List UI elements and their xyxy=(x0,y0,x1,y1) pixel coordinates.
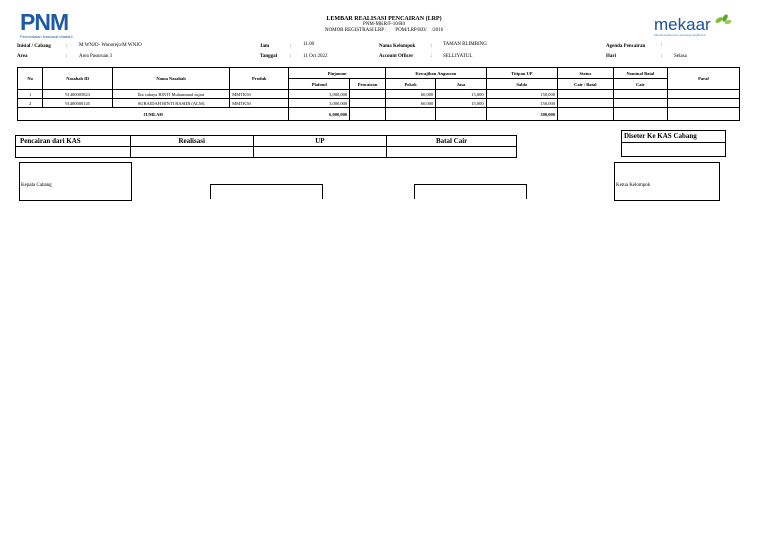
ao-label: Account Officer xyxy=(379,54,414,59)
header-pinjaman: Pinjaman xyxy=(289,68,386,79)
ketua-kelompok-label: Ketua Kelompok xyxy=(616,183,651,188)
row-saldo: 150,000 xyxy=(486,90,557,99)
pnm-logo-subtitle: Permodalan Nasional Madani xyxy=(20,34,73,39)
pnm-logo xyxy=(20,11,85,39)
jam-value: 11.00 xyxy=(303,42,315,47)
header-pokok: Pokok xyxy=(385,79,435,90)
mekaar-logo xyxy=(654,16,734,38)
total-paraf xyxy=(668,108,740,121)
registration-number xyxy=(240,28,528,34)
row-no: 2 xyxy=(18,99,43,108)
diserahkan-label: Diseter Ke KAS Cabang xyxy=(622,131,725,143)
ketua-kelompok-signature-box xyxy=(614,162,720,201)
row-jasa: 15,000 xyxy=(436,90,486,99)
tanggal-value: 11 Oct 2022 xyxy=(303,54,328,59)
header-status: Status xyxy=(557,68,613,79)
header-produk: Produk xyxy=(230,68,289,90)
jam-colon: : xyxy=(290,44,292,49)
agenda-colon: : xyxy=(661,43,663,48)
header-no: No xyxy=(18,68,43,90)
area-value: Area Pasuruan 3 xyxy=(79,54,113,59)
registration-value: POM/LRP/HO/ xyxy=(395,28,427,33)
header-nama-nasabah: Nama Nasabah xyxy=(112,68,229,90)
kas-pencairan-value xyxy=(16,147,131,158)
row-nasabah-id: 91400000145 xyxy=(43,99,113,108)
header-kewajiban: Kewajiban Angsuran xyxy=(385,68,486,79)
row-nasabah-id: 91400005823 xyxy=(43,90,113,99)
pnm-logo-text: PNM xyxy=(20,9,69,35)
row-jasa: 15,000 xyxy=(436,99,486,108)
row-plafond: 3,000,000 xyxy=(289,90,350,99)
row-status xyxy=(557,99,613,108)
kas-batal-cair-header: Batal Cair xyxy=(387,136,517,147)
row-nominal xyxy=(613,90,667,99)
row-nama: SUBAIDAH BINTI RASIDI (ALM) xyxy=(112,99,229,108)
table-row xyxy=(18,90,740,99)
row-pencairan xyxy=(350,99,386,108)
row-no: 1 xyxy=(18,90,43,99)
row-pokok: 60,000 xyxy=(385,90,435,99)
registration-year: /2016 xyxy=(431,28,444,33)
kas-batal-cair-value xyxy=(387,147,517,158)
row-nama: Ika cahaya BINTI Muhammad sujari xyxy=(112,90,229,99)
total-pokok xyxy=(385,108,435,121)
inisial-label: Inisial / Cabang xyxy=(17,44,51,49)
row-produk: MMTK50 xyxy=(230,90,289,99)
total-nominal xyxy=(613,108,667,121)
mekaar-logo-subtitle: Membina Ekonomi Keluarga Sejahtera xyxy=(654,33,706,37)
tanggal-label: Tanggal xyxy=(260,54,278,59)
total-jasa xyxy=(436,108,486,121)
nasabah-table xyxy=(17,67,740,121)
kepala-cabang-label: Kepala Cabang xyxy=(21,183,52,188)
signature-box-2 xyxy=(210,184,323,199)
mekaar-leaf-icon xyxy=(714,12,732,26)
header-jasa: Jasa xyxy=(436,79,486,90)
header-nominal: Nominal Batal xyxy=(613,68,667,79)
total-plafond: 6,000,000 xyxy=(289,108,350,121)
total-status xyxy=(557,108,613,121)
row-produk: MMTK50 xyxy=(230,99,289,108)
area-colon: : xyxy=(66,54,68,59)
kelompok-colon: : xyxy=(431,44,433,49)
table-total-row xyxy=(18,108,740,121)
header-pencairan: Pencairan xyxy=(350,79,386,90)
header-plafond: Plafond xyxy=(289,79,350,90)
row-paraf xyxy=(668,99,740,108)
row-pencairan xyxy=(350,90,386,99)
header-nasabah-id: Nasabah ID xyxy=(43,68,113,90)
row-paraf xyxy=(668,90,740,99)
ao-value: SELLIYATUL xyxy=(443,54,473,59)
total-label: JUMLAH xyxy=(18,108,289,121)
kelompok-label: Nama Kelompok xyxy=(379,44,416,49)
kas-up-value xyxy=(253,147,387,158)
hari-value: Selasa xyxy=(674,54,687,59)
mekaar-logo-text: mekaar xyxy=(654,15,711,34)
signature-box-3 xyxy=(414,184,527,199)
row-plafond: 3,000,000 xyxy=(289,99,350,108)
area-label: Area xyxy=(17,54,28,59)
header-paraf: Paraf xyxy=(668,68,740,90)
inisial-value: M WNJO- Wonorejo/M WNJO xyxy=(79,43,142,48)
row-nominal xyxy=(613,99,667,108)
kas-up-header: UP xyxy=(253,136,387,147)
kepala-cabang-signature-box xyxy=(19,162,132,201)
form-code: PNM-MKR/F-10/R0 xyxy=(363,22,405,27)
header-titipan: Titipan UP xyxy=(486,68,557,79)
tanggal-colon: : xyxy=(290,54,292,59)
total-pencairan xyxy=(350,108,386,121)
hari-colon: : xyxy=(661,54,663,59)
table-header-row-1 xyxy=(18,68,740,79)
kas-value-row xyxy=(16,147,517,158)
table-row xyxy=(18,99,740,108)
inisial-colon: : xyxy=(66,44,68,49)
document-title-block xyxy=(240,16,528,34)
document-title: LEMBAR REALISASI PENCAIRAN (LRP) xyxy=(326,16,442,22)
hari-label: Hari xyxy=(606,54,616,59)
row-saldo: 150,000 xyxy=(486,99,557,108)
header-saldo: Saldo xyxy=(486,79,557,90)
kas-table xyxy=(15,135,517,158)
kas-realisasi-value xyxy=(130,147,253,158)
kas-realisasi-header: Realisasi xyxy=(130,136,253,147)
kas-header-row xyxy=(16,136,517,147)
row-pokok: 60,000 xyxy=(385,99,435,108)
agenda-label: Agenda Pencairan xyxy=(606,44,646,49)
ao-colon: : xyxy=(431,54,433,59)
kelompok-value: TAMAN BLIMBING xyxy=(443,42,487,47)
registration-label: NOMOR REGISTRASI LRP : xyxy=(324,28,387,33)
total-saldo: 300,000 xyxy=(486,108,557,121)
diserahkan-box xyxy=(621,130,726,157)
jam-label: Jam xyxy=(260,44,270,49)
row-status xyxy=(557,90,613,99)
kas-pencairan-header: Pencairan dari KAS xyxy=(16,136,131,147)
header-nominal-sub: Cair xyxy=(613,79,667,90)
header-status-sub: Cair / Batal xyxy=(557,79,613,90)
